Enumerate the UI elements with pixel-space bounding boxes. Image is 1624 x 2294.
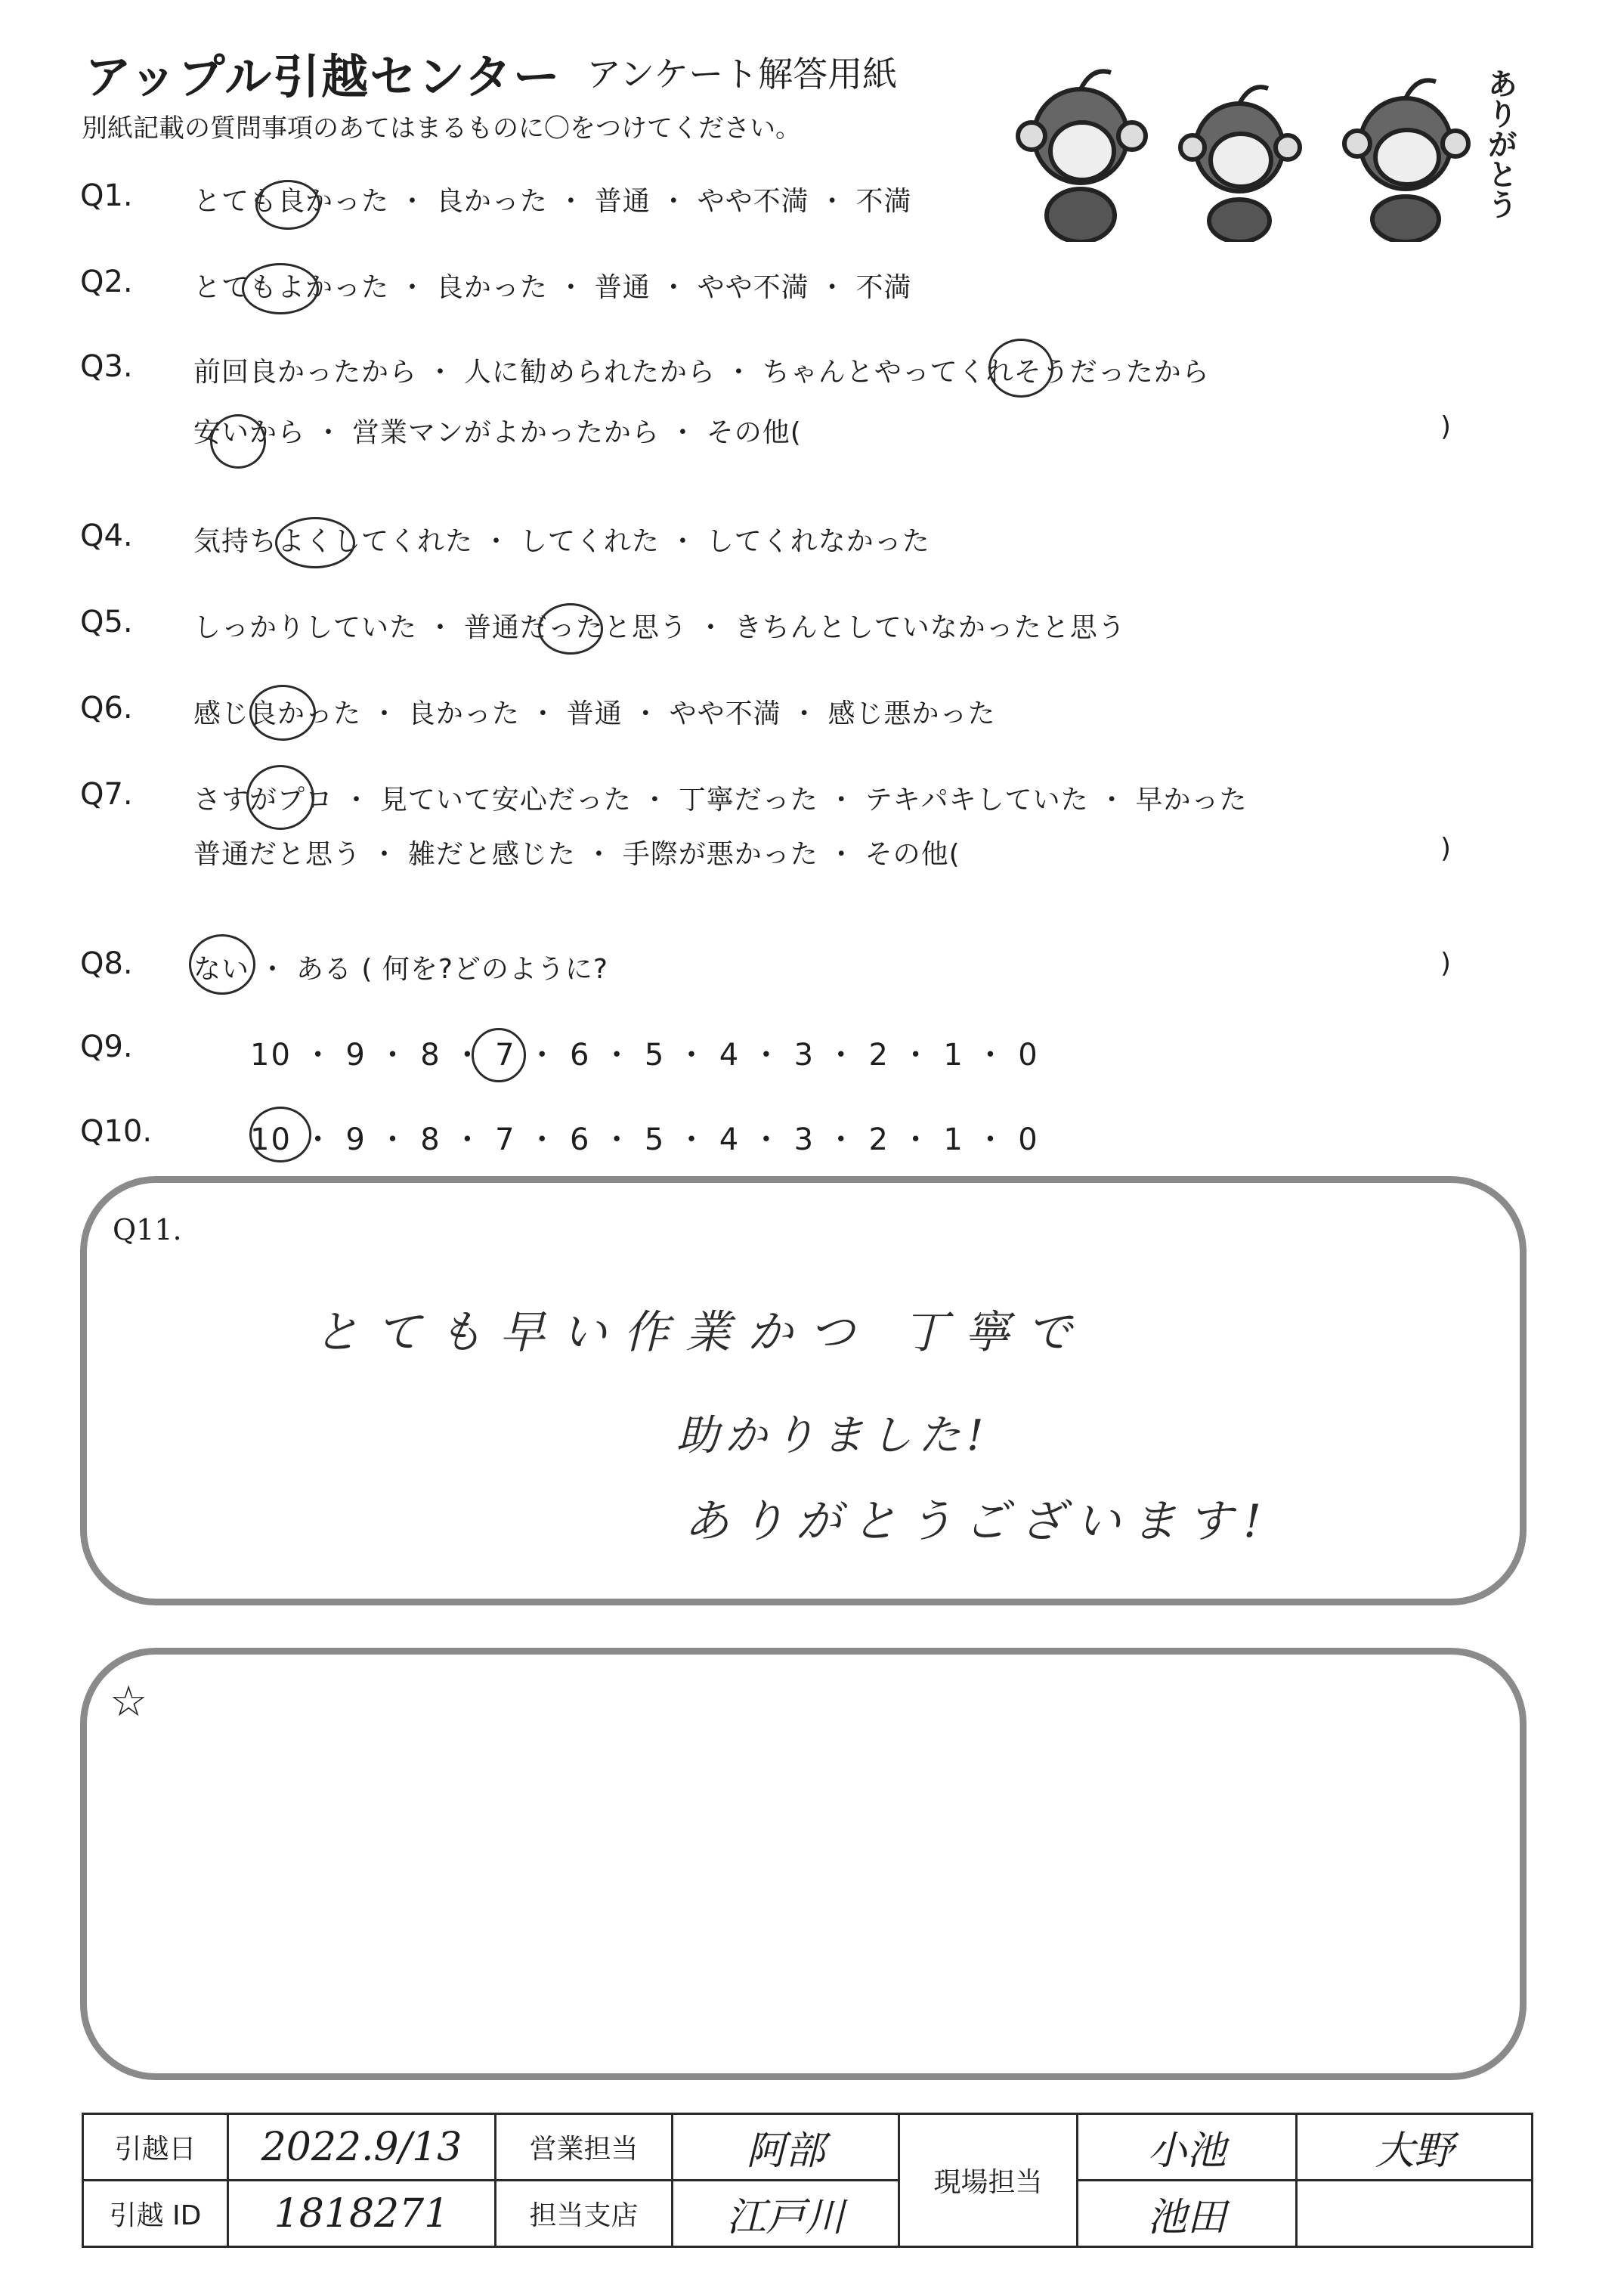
move-id-label: 引越 ID bbox=[83, 2181, 228, 2247]
question-options[interactable]: 感じ良かった ・ 良かった ・ 普通 ・ やや不満 ・ 感じ悪かった bbox=[193, 698, 996, 729]
answer-circle-mark bbox=[246, 765, 314, 830]
question-label: Q2. bbox=[80, 265, 133, 299]
question-label: Q4. bbox=[80, 519, 133, 553]
move-date-label: 引越日 bbox=[83, 2114, 228, 2181]
sales-rep-label: 営業担当 bbox=[496, 2114, 673, 2181]
answer-circle-mark bbox=[255, 180, 320, 230]
monkey-middle-icon bbox=[1180, 87, 1300, 242]
question-label: Q9. bbox=[80, 1029, 133, 1064]
comment-line: ありがとうございます! bbox=[684, 1495, 1273, 1548]
answer-circle-mark bbox=[249, 685, 316, 741]
comment-line: 助かりました! bbox=[676, 1411, 990, 1460]
question-options[interactable]: 普通だと思う ・ 雑だと感じた ・ 手際が悪かった ・ その他( bbox=[193, 839, 960, 870]
question-label: Q3. bbox=[80, 349, 133, 384]
star-icon: ☆ bbox=[110, 1677, 148, 1726]
monkey-left-icon bbox=[1018, 71, 1146, 242]
free-note-box[interactable] bbox=[80, 1648, 1527, 2080]
question-label: Q1. bbox=[80, 178, 133, 213]
paren-close: ) bbox=[1440, 833, 1452, 864]
move-id-value[interactable]: 1818271 bbox=[228, 2181, 496, 2247]
answer-circle-mark bbox=[249, 1107, 311, 1162]
rating-scale[interactable]: 10 ・ 9 ・ 8 ・ 7 ・ 6 ・ 5 ・ 4 ・ 3 ・ 2 ・ 1 ・ 0 bbox=[250, 1038, 1039, 1073]
answer-circle-mark bbox=[538, 603, 603, 655]
branch-label: 担当支店 bbox=[496, 2181, 673, 2247]
company-name: アップル引越センター bbox=[85, 49, 561, 104]
answer-circle-mark bbox=[210, 414, 266, 469]
monkey-right-icon bbox=[1344, 80, 1468, 242]
answer-circle-mark bbox=[275, 517, 355, 568]
answer-circle-mark bbox=[242, 263, 319, 314]
answer-circle-mark bbox=[472, 1028, 526, 1082]
question-options[interactable]: とても良かった ・ 良かった ・ 普通 ・ やや不満 ・ 不満 bbox=[193, 186, 912, 217]
question-label: Q10. bbox=[80, 1114, 153, 1149]
sales-rep-value[interactable]: 阿部 bbox=[673, 2114, 899, 2181]
monkey-mascots-illustration bbox=[998, 45, 1527, 242]
site-staff-2[interactable]: 大野 bbox=[1297, 2114, 1533, 2181]
question-label: Q6. bbox=[80, 691, 133, 726]
question-options[interactable]: 安いから ・ 営業マンがよかったから ・ その他( bbox=[193, 417, 802, 448]
question-options[interactable]: とてもよかった ・ 良かった ・ 普通 ・ やや不満 ・ 不満 bbox=[193, 272, 912, 303]
site-staff-1[interactable]: 小池 bbox=[1078, 2114, 1297, 2181]
question-options[interactable]: さすがプロ ・ 見ていて安心だった ・ 丁寧だった ・ テキパキしていた ・ 早かった bbox=[193, 785, 1248, 816]
question-label: Q5. bbox=[80, 605, 133, 639]
question-options[interactable]: 気持ちよくしてくれた ・ してくれた ・ してくれなかった bbox=[193, 526, 930, 557]
paren-close: ) bbox=[1440, 411, 1452, 442]
footer-info-table bbox=[82, 2113, 1533, 2248]
question-options[interactable]: 前回良かったから ・ 人に勧められたから ・ ちゃんとやってくれそうだったから bbox=[193, 357, 1210, 388]
comment-box-label: Q11. bbox=[113, 1213, 182, 1246]
rating-scale[interactable]: 10 ・ 9 ・ 8 ・ 7 ・ 6 ・ 5 ・ 4 ・ 3 ・ 2 ・ 1 ・ 0 bbox=[250, 1122, 1039, 1157]
branch-value[interactable]: 江戸川 bbox=[673, 2181, 899, 2247]
instructions: 別紙記載の質問事項のあてはまるものに〇をつけてください。 bbox=[82, 113, 801, 144]
form-title: アンケート解答用紙 bbox=[586, 54, 898, 94]
thanks-text: ありがとう bbox=[1483, 68, 1517, 219]
site-staff-label: 現場担当 bbox=[899, 2114, 1078, 2247]
paren-close: ) bbox=[1440, 948, 1452, 979]
answer-circle-mark bbox=[189, 934, 255, 995]
question-label: Q8. bbox=[80, 946, 133, 981]
answer-circle-mark bbox=[988, 339, 1053, 398]
question-label: Q7. bbox=[80, 777, 133, 812]
comment-box[interactable] bbox=[80, 1176, 1527, 1605]
site-staff-3[interactable]: 池田 bbox=[1078, 2181, 1297, 2247]
question-options[interactable]: ない ・ ある ( 何を?どのように? bbox=[193, 954, 609, 985]
question-options[interactable]: しっかりしていた ・ 普通だったと思う ・ きちんとしていなかったと思う bbox=[193, 612, 1126, 643]
site-staff-4[interactable] bbox=[1297, 2181, 1533, 2247]
comment-line: とても早い作業かつ 丁寧で bbox=[314, 1306, 1089, 1359]
move-date-value[interactable]: 2022.9/13 bbox=[228, 2114, 496, 2181]
